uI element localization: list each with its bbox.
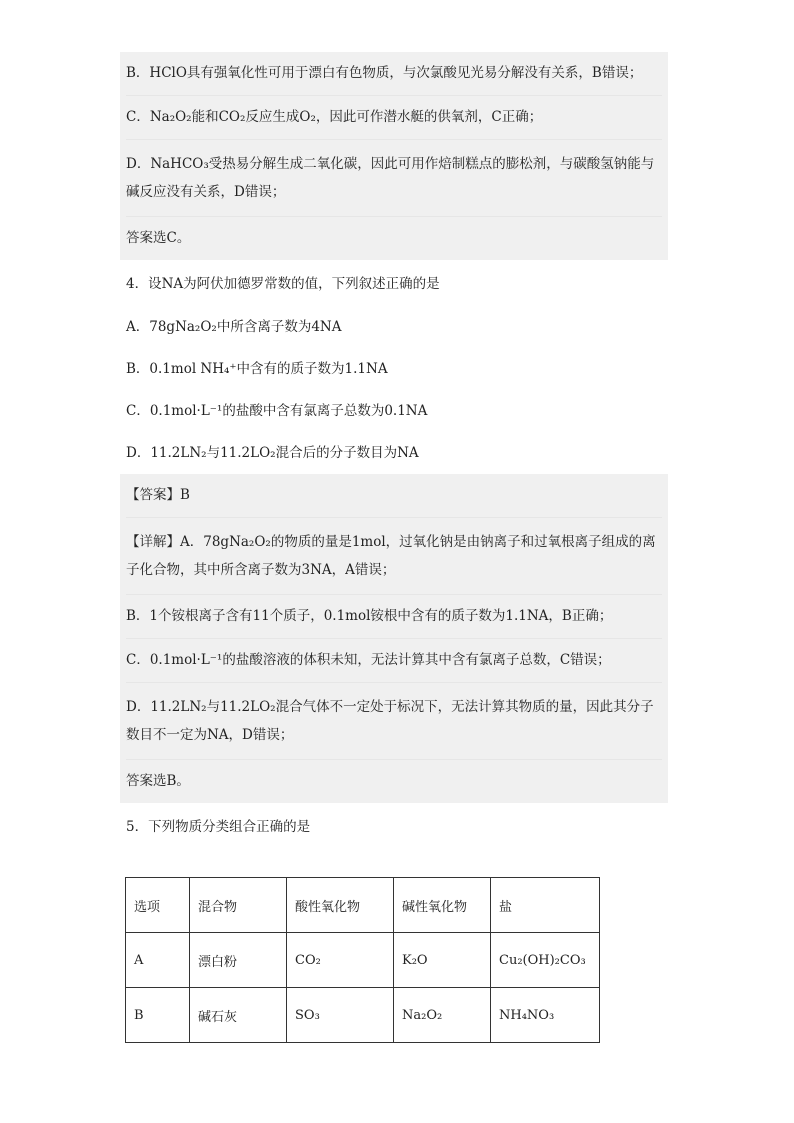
- detail-d: D．11.2LN₂与11.2LO₂混合气体不一定处于标况下，无法计算其物质的量，因此其分子数目不一定为NA，D错误；: [126, 683, 662, 760]
- table-cell: B: [126, 988, 190, 1043]
- table-cell: 漂白粉: [190, 933, 287, 988]
- header-cell: 选项: [126, 878, 190, 933]
- answer-label: 【答案】B: [126, 474, 662, 518]
- table-cell: K₂O: [394, 933, 491, 988]
- detail-a: 【详解】A．78gNa₂O₂的物质的量是1mol，过氧化钠是由钠离子和过氧根离子组成的离子化合物，其中所含离子数为3NA，A错误；: [126, 518, 662, 595]
- question-stem: 4．设NA为阿伏加德罗常数的值，下列叙述正确的是: [126, 276, 440, 292]
- analysis-line-d: D．NaHCO₃受热易分解生成二氧化碳，因此可用作焙制糕点的膨松剂，与碳酸氢钠能与碱反应没有关系，D错误；: [126, 140, 662, 217]
- q4-answer-block: [120, 474, 668, 803]
- table-cell: SO₃: [287, 988, 394, 1043]
- table-cell: Cu₂(OH)₂CO₃: [491, 933, 600, 988]
- analysis-line-c: C．Na₂O₂能和CO₂反应生成O₂，因此可作潜水艇的供氧剂，C正确；: [126, 96, 662, 140]
- header-cell: 碱性氧化物: [394, 878, 491, 933]
- table-cell: Na₂O₂: [394, 988, 491, 1043]
- table-header-row: [126, 878, 600, 933]
- question-stem: 5．下列物质分类组合正确的是: [126, 819, 311, 835]
- table-cell: 碱石灰: [190, 988, 287, 1043]
- option-a: A．78gNa₂O₂中所含离子数为4NA: [126, 319, 342, 335]
- answer-conclusion: 答案选C。: [126, 230, 191, 246]
- previous-answer-block: [120, 52, 668, 260]
- header-cell: 盐: [491, 878, 600, 933]
- detail-c: C．0.1mol·L⁻¹的盐酸溶液的体积未知，无法计算其中含有氯离子总数，C错误；: [126, 639, 662, 683]
- option-b: B．0.1mol NH₄⁺中含有的质子数为1.1NA: [126, 361, 388, 377]
- option-c: C．0.1mol·L⁻¹的盐酸中含有氯离子总数为0.1NA: [126, 403, 428, 419]
- analysis-line-b: B．HClO具有强氧化性可用于漂白有色物质，与次氯酸见光易分解没有关系，B错误；: [126, 52, 662, 96]
- document-page: [126, 52, 662, 849]
- question-4: [126, 260, 662, 474]
- option-d: D．11.2LN₂与11.2LO₂混合后的分子数目为NA: [126, 445, 419, 461]
- classification-table: [125, 877, 600, 1043]
- question-5: [126, 803, 662, 849]
- table-cell: A: [126, 933, 190, 988]
- table-cell: NH₄NO₃: [491, 988, 600, 1043]
- detail-b: B．1个铵根离子含有11个质子，0.1mol铵根中含有的质子数为1.1NA，B正确；: [126, 595, 662, 639]
- table-cell: CO₂: [287, 933, 394, 988]
- answer-conclusion: 答案选B。: [126, 773, 190, 789]
- header-cell: 混合物: [190, 878, 287, 933]
- header-cell: 酸性氧化物: [287, 878, 394, 933]
- table-row: [126, 933, 600, 988]
- table-row: [126, 988, 600, 1043]
